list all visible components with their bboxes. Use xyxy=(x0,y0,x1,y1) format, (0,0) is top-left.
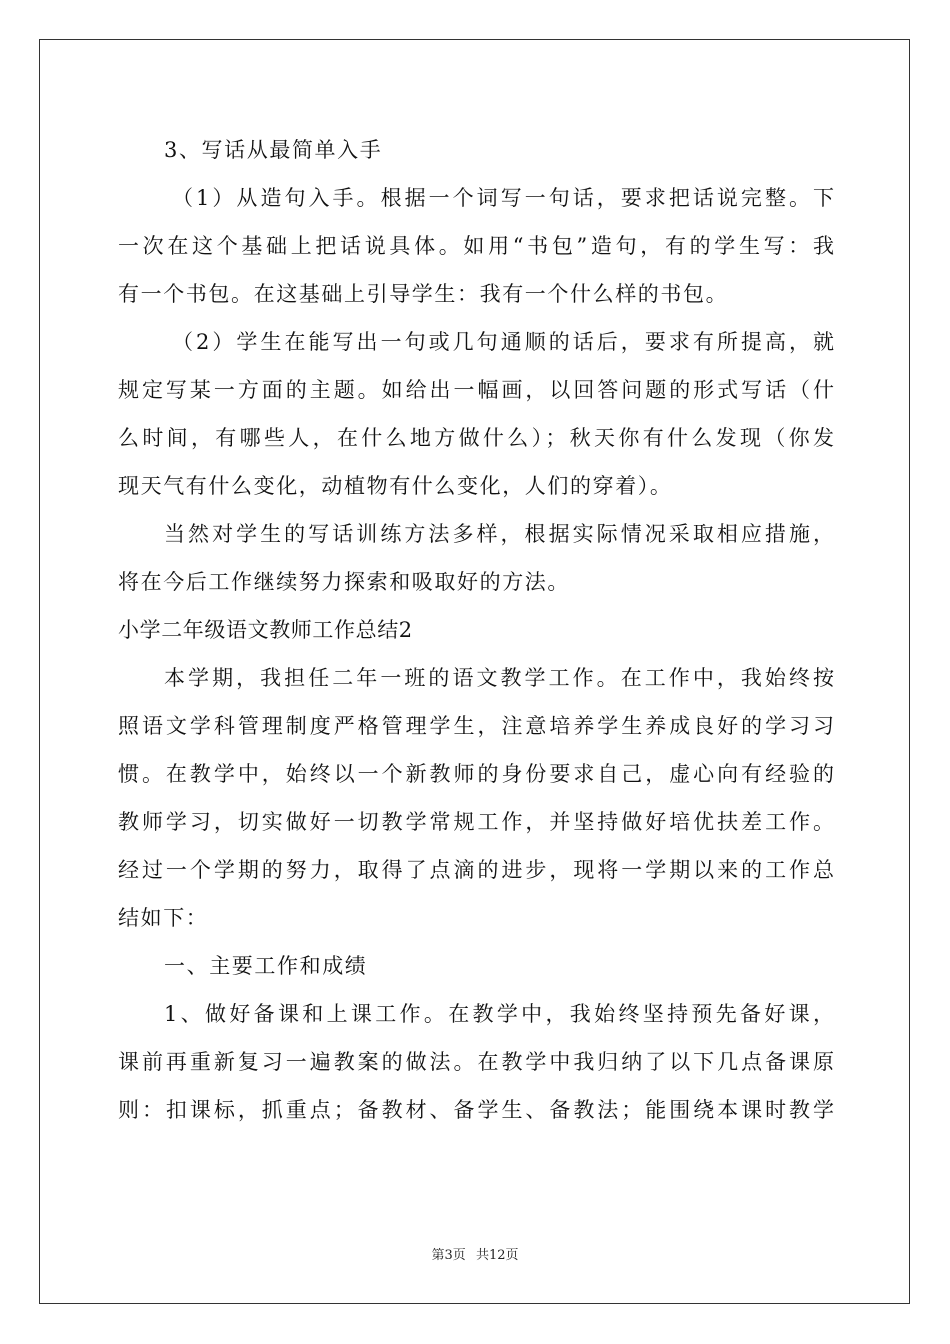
page-total: 共12页 xyxy=(475,1248,519,1263)
page-number: 第3页 xyxy=(431,1248,466,1263)
paragraph-line: 教师学习，切实做好一切教学常规工作，并坚持做好培优扶差工作。 xyxy=(118,810,834,834)
paragraph-line: 本学期，我担任二年一班的语文教学工作。在工作中，我始终按 xyxy=(164,666,834,690)
paragraph-line: （1）从造句入手。根据一个词写一句话，要求把话说完整。下 xyxy=(172,186,834,210)
paragraph-line: （2）学生在能写出一句或几句通顺的话后，要求有所提高，就 xyxy=(172,330,834,354)
paragraph-line: 照语文学科管理制度严格管理学生，注意培养学生养成良好的学习习 xyxy=(118,714,834,738)
paragraph-line: 则：扣课标，抓重点；备教材、备学生、备教法；能围绕本课时教学 xyxy=(118,1098,834,1122)
paragraph-line: 一次在这个基础上把话说具体。如用“书包”造句，有的学生写：我 xyxy=(118,234,834,258)
section-heading: 一、主要工作和成绩 xyxy=(164,954,368,978)
paragraph-line: 经过一个学期的努力，取得了点滴的进步，现将一学期以来的工作总 xyxy=(118,858,834,882)
paragraph-line: 惯。在教学中，始终以一个新教师的身份要求自己，虚心向有经验的 xyxy=(118,762,834,786)
paragraph-line: 么时间，有哪些人，在什么地方做什么）；秋天你有什么发现（你发 xyxy=(118,426,834,450)
paragraph-line: 规定写某一方面的主题。如给出一幅画，以回答问题的形式写话（什 xyxy=(118,378,834,402)
paragraph-line: 将在今后工作继续努力探索和吸取好的方法。 xyxy=(118,570,570,594)
page-footer xyxy=(0,1248,950,1264)
paragraph-line: 1、做好备课和上课工作。在教学中，我始终坚持预先备好课， xyxy=(164,1002,834,1026)
article-title: 小学二年级语文教师工作总结2 xyxy=(118,618,413,642)
paragraph-line: 现天气有什么变化，动植物有什么变化，人们的穿着）。 xyxy=(118,474,673,498)
paragraph-line: 课前再重新复习一遍教案的做法。在教学中我归纳了以下几点备课原 xyxy=(118,1050,834,1074)
section-heading-3: 3、写话从最简单入手 xyxy=(164,138,383,162)
paragraph-line: 当然对学生的写话训练方法多样，根据实际情况采取相应措施， xyxy=(164,522,834,546)
paragraph-line: 有一个书包。在这基础上引导学生：我有一个什么样的书包。 xyxy=(118,282,729,306)
paragraph-line: 结如下： xyxy=(118,906,209,930)
